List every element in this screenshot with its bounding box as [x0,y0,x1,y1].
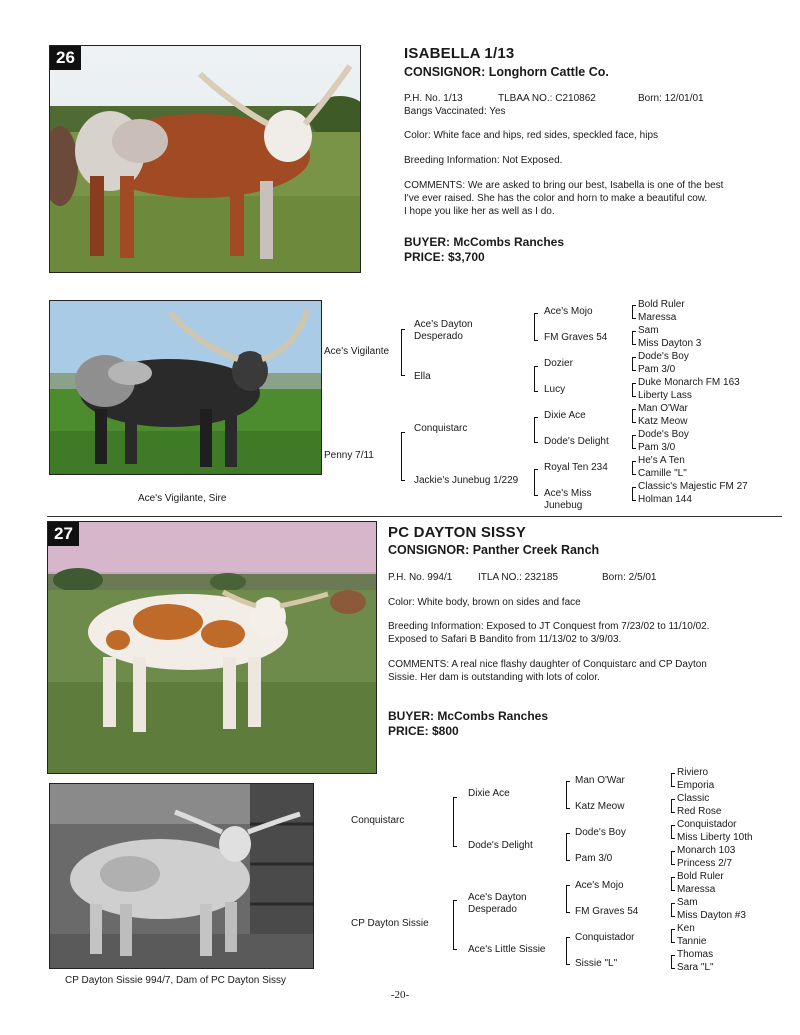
pedigree-gen3-3: Dode's Boy [575,827,626,838]
pedigree-gen2-4: Ace's Little Sissie [468,944,546,955]
pedigree-bracket [534,366,538,392]
lot-26-buyer: BUYER: McCombs Ranches [404,235,565,249]
lot-26-comments-line-1: COMMENTS: We are asked to bring our best, Isabella is one of the best [404,180,724,191]
pedigree-gen3-1: Ace's Mojo [544,306,593,317]
pedigree-gen2-2: Dode's Delight [468,840,533,851]
pedigree-bracket [632,435,636,449]
pedigree-gen3-3: Dozier [544,358,573,369]
pedigree-gen4-7: Duke Monarch FM 163 [638,377,740,388]
page-number: -20- [390,989,410,1001]
pedigree-gen4-5: Conquistador [677,819,737,830]
pedigree-bracket [632,357,636,371]
pedigree-gen4-11: Dode's Boy [638,429,689,440]
pedigree-gen3-7: Conquistador [575,932,635,943]
pedigree-gen3-8: Ace's Miss Junebug [544,488,592,511]
pedigree-gen3-4: Lucy [544,384,566,395]
lot-26-born: Born: 12/01/01 [638,93,704,104]
pedigree-sire: Conquistarc [351,815,405,826]
pedigree-gen4-6: Pam 3/0 [638,364,676,375]
pedigree-gen4-8: Princess 2/7 [677,858,733,869]
pedigree-gen4-1: Riviero [677,767,709,778]
pedigree-gen4-14: Camille "L" [638,468,687,479]
pedigree-bracket [632,383,636,397]
lot-number-badge: 26 [50,46,81,70]
lot-26-name: ISABELLA 1/13 [404,45,515,62]
pedigree-gen4-4: Miss Dayton 3 [638,338,702,349]
pedigree-bracket [566,885,570,913]
lot-26-breeding: Breeding Information: Not Exposed. [404,155,563,166]
pedigree-gen3-5: Dixie Ace [544,410,586,421]
pedigree-gen4-16: Sara "L" [677,962,714,973]
pedigree-gen4-13: Ken [677,923,695,934]
dam-photo [49,783,314,969]
pedigree-gen4-5: Dode's Boy [638,351,689,362]
pedigree-gen3-5: Ace's Mojo [575,880,624,891]
lot-27-comments-line-2: Sissie. Her dam is outstanding with lots of color. [388,672,600,683]
pedigree-gen4-8: Liberty Lass [638,390,692,401]
lot-26-bangs: Bangs Vaccinated: Yes [404,106,506,117]
pedigree-gen3-2: Katz Meow [575,801,625,812]
pedigree-sire: Ace's Vigilante [324,346,390,357]
pedigree-gen2-3: Ace's Dayton Desperado [468,892,527,915]
lot-27-ph-no: P.H. No. 994/1 [388,572,453,583]
pedigree-gen4-4: Red Rose [677,806,722,817]
pedigree-gen4-12: Miss Dayton #3 [677,910,746,921]
pedigree-bracket [671,851,675,865]
pedigree-gen4-2: Emporia [677,780,715,791]
longhorn-cow-bw-photo-icon [50,784,313,968]
lot-27-breeding-line-2: Exposed to Safari B Bandito from 11/13/02 to 3/9/03. [388,634,622,645]
pedigree-bracket [632,461,636,475]
longhorn-cow-photo-icon [50,46,360,272]
pedigree-bracket [453,900,457,950]
pedigree-bracket [671,929,675,943]
pedigree-gen3-6: FM Graves 54 [575,906,639,917]
lot-26-color: Color: White face and hips, red sides, speckled face, hips [404,130,659,141]
pedigree-gen3-2: FM Graves 54 [544,332,608,343]
pedigree-bracket [401,329,405,376]
lot-26-reg-no: TLBAA NO.: C210862 [498,93,596,104]
pedigree-gen4-15: Thomas [677,949,714,960]
pedigree-gen4-14: Tannie [677,936,707,947]
lot-number-badge: 27 [48,522,79,546]
lot-27-comments-line-1: COMMENTS: A real nice flashy daughter of Conquistarc and CP Dayton [388,659,707,670]
lot-27-name: PC DAYTON SISSY [388,524,527,541]
lot-26-comments-line-3: I hope you like her as well as I do. [404,206,555,217]
pedigree-gen2-4: Jackie's Junebug 1/229 [414,475,519,486]
pedigree-bracket [671,877,675,891]
pedigree-gen3-4: Pam 3/0 [575,853,613,864]
pedigree-bracket [453,797,457,847]
pedigree-bracket [566,781,570,809]
lot-27-reg-no: ITLA NO.: 232185 [478,572,559,583]
pedigree-gen4-3: Sam [638,325,659,336]
pedigree-gen2-1: Ace's Dayton Desperado [414,319,473,342]
pedigree-gen4-11: Sam [677,897,698,908]
longhorn-bull-photo-icon [50,301,321,474]
dam-caption: CP Dayton Sissie 994/7, Dam of PC Dayton Sissy [65,975,287,986]
pedigree-bracket [534,417,538,443]
lot-27-consignor: CONSIGNOR: Panther Creek Ranch [388,543,600,557]
pedigree-dam: Penny 7/11 [324,450,374,461]
pedigree-bracket [671,799,675,813]
pedigree-bracket [566,937,570,965]
pedigree-gen4-12: Pam 3/0 [638,442,676,453]
longhorn-cow-photo-icon [48,522,376,773]
pedigree-gen3-6: Dode's Delight [544,436,609,447]
pedigree-gen2-1: Dixie Ace [468,788,510,799]
lot-27-color: Color: White body, brown on sides and face [388,597,581,608]
pedigree-gen4-9: Man O'War [638,403,688,414]
lot-26-ph-no: P.H. No. 1/13 [404,93,463,104]
lot-26-photo [49,45,361,273]
pedigree-bracket [671,903,675,917]
pedigree-bracket [534,469,538,496]
pedigree-gen4-16: Holman 144 [638,494,692,505]
pedigree-gen4-7: Monarch 103 [677,845,736,856]
pedigree-bracket [671,955,675,969]
lot-26-comments-line-2: I've ever raised. She has the color and horn to make a beautiful cow. [404,193,708,204]
pedigree-bracket [632,305,636,319]
pedigree-gen2-2: Ella [414,371,431,382]
lot-27-photo [47,521,377,774]
pedigree-gen2-3: Conquistarc [414,423,468,434]
lot-27-breeding-line-1: Breeding Information: Exposed to JT Conquest from 7/23/02 to 11/10/02. [388,621,710,632]
pedigree-bracket [632,331,636,345]
lot-27-born: Born: 2/5/01 [602,572,657,583]
sire-photo [49,300,322,475]
pedigree-gen4-6: Miss Liberty 10th [677,832,753,843]
pedigree-gen3-8: Sissie "L" [575,958,618,969]
pedigree-gen4-9: Bold Ruler [677,871,724,882]
pedigree-bracket [534,313,538,341]
pedigree-gen4-13: He's A Ten [638,455,685,466]
lot-27-buyer: BUYER: McCombs Ranches [388,709,549,723]
pedigree-gen4-15: Classic's Majestic FM 27 [638,481,748,492]
pedigree-bracket [632,409,636,423]
pedigree-gen3-1: Man O'War [575,775,625,786]
lot-27-price: PRICE: $800 [388,724,459,738]
pedigree-bracket [401,432,405,481]
pedigree-bracket [671,825,675,839]
pedigree-bracket [632,487,636,501]
pedigree-bracket [671,773,675,787]
pedigree-gen4-1: Bold Ruler [638,299,685,310]
pedigree-bracket [566,833,570,861]
sire-caption: Ace's Vigilante, Sire [138,493,227,504]
section-divider [47,516,782,517]
pedigree-gen4-2: Maressa [638,312,677,323]
lot-26-consignor: CONSIGNOR: Longhorn Cattle Co. [404,65,609,79]
pedigree-gen3-7: Royal Ten 234 [544,462,608,473]
pedigree-dam: CP Dayton Sissie [351,918,429,929]
pedigree-gen4-3: Classic [677,793,710,804]
pedigree-gen4-10: Maressa [677,884,716,895]
pedigree-gen4-10: Katz Meow [638,416,688,427]
lot-26-price: PRICE: $3,700 [404,250,485,264]
